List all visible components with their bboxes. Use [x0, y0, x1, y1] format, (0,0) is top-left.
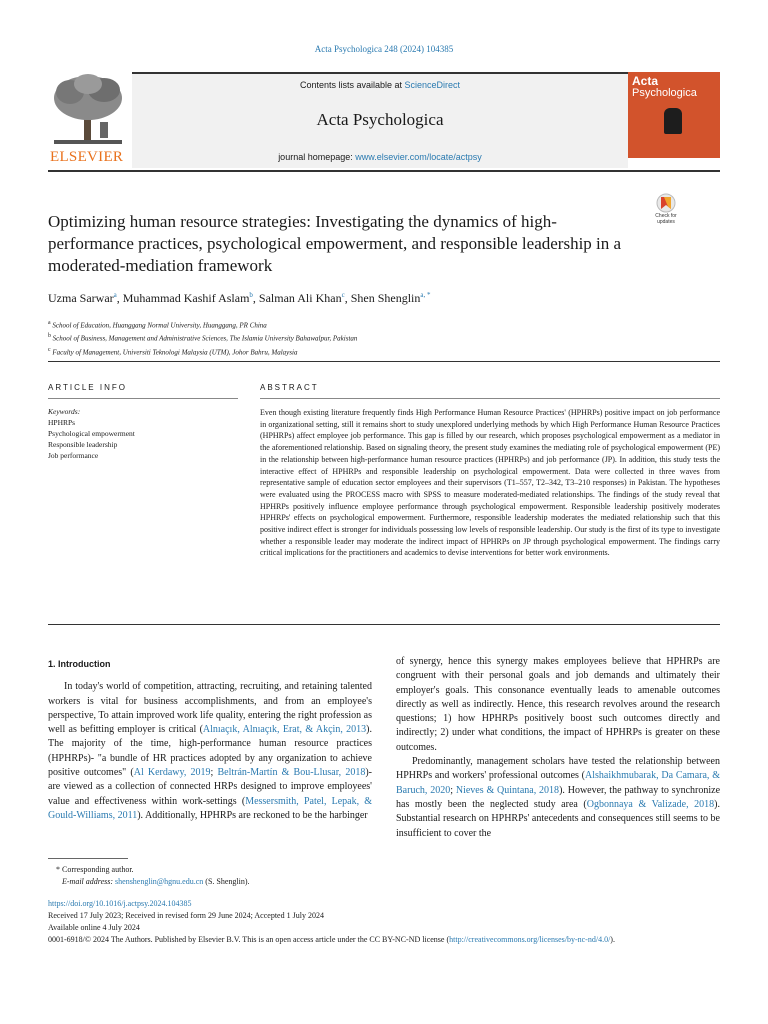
author-separator: , [252, 291, 259, 305]
contents-line [132, 80, 628, 90]
badge-line-1: Check for [655, 213, 677, 219]
journal-cover[interactable] [628, 72, 720, 158]
sciencedirect-link[interactable]: ScienceDirect [404, 80, 461, 90]
abstract-heading: ABSTRACT [260, 383, 319, 392]
tree-icon [48, 72, 128, 148]
body-paragraph [396, 755, 720, 841]
license-link[interactable]: http://creativecommons.org/licenses/by-nc-nd/4.0/ [449, 935, 611, 944]
online-date: Available online 4 July 2024 [48, 923, 140, 932]
body-text: ; [450, 784, 456, 796]
email-link[interactable]: shenshenglin@hgnu.edu.cn [115, 877, 204, 886]
keywords-label: Keywords: [48, 407, 81, 416]
body-text: Predominantly, management scholars have tested the relationship between HPHRPs and workers' professional outcomes ( [396, 756, 720, 782]
body-text: ). However, the pathway to synchronize has mostly been the neglected study area ( [396, 784, 721, 810]
citation-link[interactable]: Nieves & Quintana, 2018 [455, 784, 560, 796]
author-name[interactable]: Shen Shenglin [350, 291, 421, 305]
abstract-rule [260, 398, 720, 399]
section-divider [48, 361, 720, 362]
body-column-left [48, 655, 372, 823]
citation-link[interactable]: Ogbonnaya & Valizade, 2018 [586, 798, 715, 810]
citation-link[interactable]: Alnıaçık, Alnıaçık, Erat, & Akçin, 2013 [202, 724, 367, 736]
footnotes [48, 864, 720, 888]
affiliation-list [48, 318, 720, 358]
body-text: ; [210, 767, 218, 779]
citation-link[interactable]: Messersmith, Patel, Lepak, & Gould-Williams, 2011 [48, 795, 372, 821]
body-text: ). The majority of the time, high-performance human resource practices (HPHRPs)- "a bundle of HR practices adopted by any organization to achieve positive outcomes" ( [48, 724, 373, 779]
keyword: Job performance [48, 451, 99, 460]
author-name[interactable]: Muhammad Kashif Aslam [122, 291, 250, 305]
article-title: Optimizing human resource strategies: Investigating the dynamics of high-performance practices, psychological empowerment, and responsible leadership in a moderated-mediation framework [48, 212, 622, 275]
running-head-link[interactable]: Acta Psychologica 248 (2024) 104385 [314, 44, 454, 54]
keywords-block [48, 406, 238, 461]
check-for-updates-badge[interactable] [648, 193, 684, 229]
bibliographic-info [48, 898, 720, 946]
citation-link[interactable]: Beltrán-Martín & Bou-Llusar, 2018 [217, 767, 366, 779]
affiliation [48, 345, 720, 358]
body-text: In today's world of competition, attracting, recruiting, and retaining talented workers is vital for business accomplishments, and from an employee's perspective, To attain improved work life quality, entering the right profession as well as befitting employer is critical ( [48, 681, 372, 736]
body-paragraph: of synergy, hence this synergy makes employees believe that HPHRPs are congruent with their personal goals and job demands and ultimately their employer's goals. This consonance eventually leads to amenable outcomes directly as well as indirectly. Hence, this research revolves around the research questions; 1) how HPHRPs positively boost such outcomes directly and indirectly; 2) under what conditions, the impact of HPHRPs is greater on these outcomes. [396, 656, 720, 753]
author-affil-mark[interactable]: c [341, 291, 345, 299]
received-dates: Received 17 July 2023; Received in revised form 29 June 2024; Accepted 1 July 2024 [48, 911, 324, 920]
body-column-right [396, 655, 720, 841]
homepage-line [132, 152, 628, 162]
journal-header [48, 72, 720, 170]
header-rule [48, 170, 720, 172]
author-list [48, 291, 720, 306]
keyword: Responsible leadership [48, 440, 118, 449]
affiliation-text: School of Education, Huanggang Normal University, Huanggang, PR China [52, 321, 267, 330]
body-text: ). Substantial research on HPHRPs' antecedents and consequences still seems to be insufficient to cover the [396, 798, 721, 839]
footnote-rule [48, 858, 128, 859]
article-info-rule [48, 398, 238, 399]
body-text: ). Additionally, HPHRPs are reckoned to be the harbinger [137, 809, 368, 821]
article-info-heading: ARTICLE INFO [48, 383, 127, 392]
affiliation-mark: a [48, 320, 51, 326]
affiliation-mark: c [48, 346, 51, 353]
email-note [48, 876, 720, 888]
publisher-wordmark: ELSEVIER [50, 149, 124, 165]
cover-subtitle: Psychologica [632, 87, 697, 99]
license-prefix: 0001-6918/© 2024 The Authors. Published by Elsevier B.V. This is an open access article under the CC BY-NC-ND license ( [48, 935, 450, 944]
journal-homepage-link[interactable]: www.elsevier.com/locate/actpsy [355, 152, 482, 162]
author-name[interactable]: Salman Ali Khan [258, 291, 342, 305]
contents-prefix: Contents lists available at [299, 80, 405, 90]
citation-link[interactable]: Alshaikhmubarak, Da Camara, & Baruch, 2020 [396, 770, 720, 796]
check-for-updates-icon [648, 193, 684, 215]
journal-banner [132, 72, 628, 168]
keyword: Psychological empowerment [48, 429, 135, 438]
affiliation-text: Faculty of Management, Universiti Teknologi Malaysia (UTM), Johor Bahru, Malaysia [52, 347, 298, 356]
author-affil-mark[interactable]: a [113, 291, 117, 299]
email-suffix: (S. Shenglin). [203, 877, 250, 886]
cover-figure-icon [664, 108, 682, 134]
email-label: E-mail address: [62, 877, 116, 886]
license-note [48, 934, 720, 946]
corresponding-author-note: * Corresponding author. [56, 865, 134, 874]
journal-name: Acta Psychologica [316, 110, 444, 129]
doi-link[interactable]: https://doi.org/10.1016/j.actpsy.2024.104385 [48, 899, 192, 908]
license-suffix: ). [610, 935, 615, 944]
citation-link[interactable]: Al Kerdawy, 2019 [133, 767, 211, 779]
homepage-prefix: journal homepage: [278, 152, 356, 162]
running-head[interactable] [0, 44, 768, 54]
abstract-text: Even though existing literature frequently finds High Performance Human Resource Practices' (HPHRPs) positive impact on job performance in organizational setting, still it remains short to study unexplored underlying methods by which High Performance Human Resource Practices (HPHRPs) affect employee job performance. This gap is filled by our research, which proposes psychological empowerment as a mediator in the aforementioned relationship. Based on signaling theory, the present study examines the mediating role of psychological empowerment (PE) in the relationship between high-performance human resource practices (HPHRPs) and job performance (JP). In addition, this study tests the interactive effect of HPHRPs and responsible leadership on psychological empowerment. Data were collected in three waves from representative sample of education sector employees and their supervisors (T1–557, T2–342, T3–210 responses) in Pakistan. The hypotheses were evaluated using the PROCESS macro with SPSS to measure moderated-mediated relationships. The findings of the study reveal that HPHRPs positively influence employee performance through psychological empowerment. Responsible leadership positively moderates HPHRPs' effects on psychological empowerment. Furthermore, responsible leadership moderates the mediated relationship such that this positive indirect effect is stronger for individuals possessing low levels of responsible leadership. Our study is the first of its type to investigate whether a responsible leader may moderate the indirect impact of HPHRPs on JP through psychological empowerment. The findings carry critical implications for the practitioners and academics to devise interventions for better work environments. [260, 408, 720, 558]
abstract-bottom-rule [48, 624, 720, 625]
affiliation [48, 318, 720, 331]
elsevier-logo[interactable] [48, 72, 128, 170]
affiliation [48, 331, 720, 344]
section-title: 1. Introduction [48, 659, 111, 669]
body-text: )- are viewed as a collection of connected HRPs designed to improve employees' value and effectiveness within work-settings ( [48, 767, 373, 807]
cover-title: Acta [632, 74, 659, 88]
author-affil-mark[interactable]: b [249, 291, 253, 299]
keyword: HPHRPs [48, 418, 76, 427]
affiliation-mark: b [48, 333, 51, 340]
badge-label [648, 213, 684, 225]
affiliation-text: School of Business, Management and Administrative Sciences, The Islamia University Bahawalpur, Pakistan [52, 334, 358, 343]
author-name[interactable]: Uzma Sarwar [48, 291, 114, 305]
author-separator: , [344, 291, 351, 305]
body-paragraph [48, 680, 372, 823]
author-separator: , [116, 291, 123, 305]
badge-line-2: updates [657, 219, 675, 225]
author-affil-mark[interactable]: a, * [420, 291, 431, 299]
